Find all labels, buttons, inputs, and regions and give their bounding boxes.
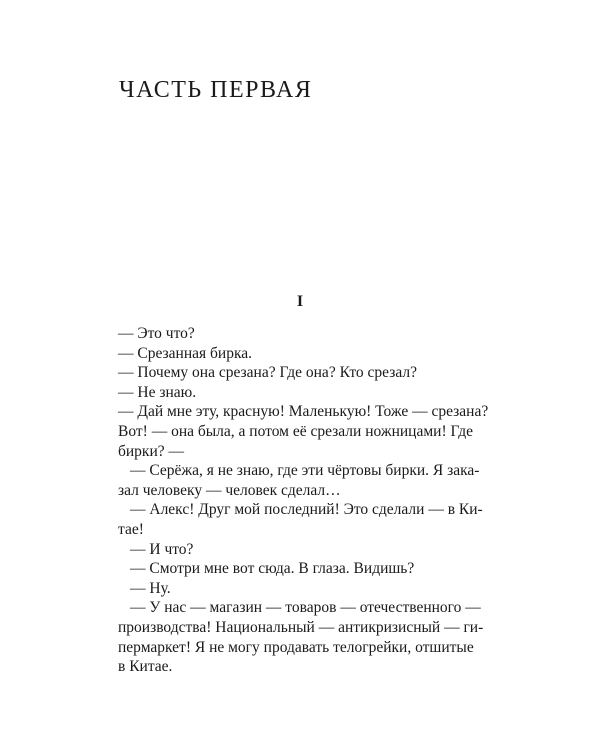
text-line: производства! Национальный — антикризисный — ги- [118,618,484,636]
part-title: ЧАСТЬ ПЕРВАЯ [119,77,313,103]
text-line: бирки? — [118,442,185,460]
text-line: — Почему она срезана? Где она? Кто срезал? [118,364,417,382]
text-line: — Дай мне эту, красную! Маленькую! Тоже — срезана? [118,403,489,421]
dialogue-text [118,324,489,677]
text-line: — Ну. [130,579,171,597]
text-line: — Серёжа, я не знаю, где эти чёртовы бирки. Я зака- [130,462,480,480]
chapter-number: I [296,293,304,310]
text-line: тае! [118,520,144,538]
text-line: — Смотри мне вот сюда. В глаза. Видишь? [130,560,415,578]
text-line: пермаркет! Я не могу продавать телогрейки, отшитые [118,638,474,656]
text-line: — Алекс! Друг мой последний! Это сделали — в Ки- [130,501,483,519]
text-line: — Срезанная бирка. [118,344,252,362]
text-line: зал человеку — человек сделал… [118,481,341,499]
text-line: — Это что? [118,325,195,342]
text-line: — У нас — магазин — товаров — отечественного — [130,599,481,617]
text-line: Вот! — она была, а потом её срезали ножницами! Где [118,422,474,440]
text-line: — И что? [130,540,194,558]
text-line: — Не знаю. [118,383,197,401]
text-line: в Китае. [118,658,173,676]
